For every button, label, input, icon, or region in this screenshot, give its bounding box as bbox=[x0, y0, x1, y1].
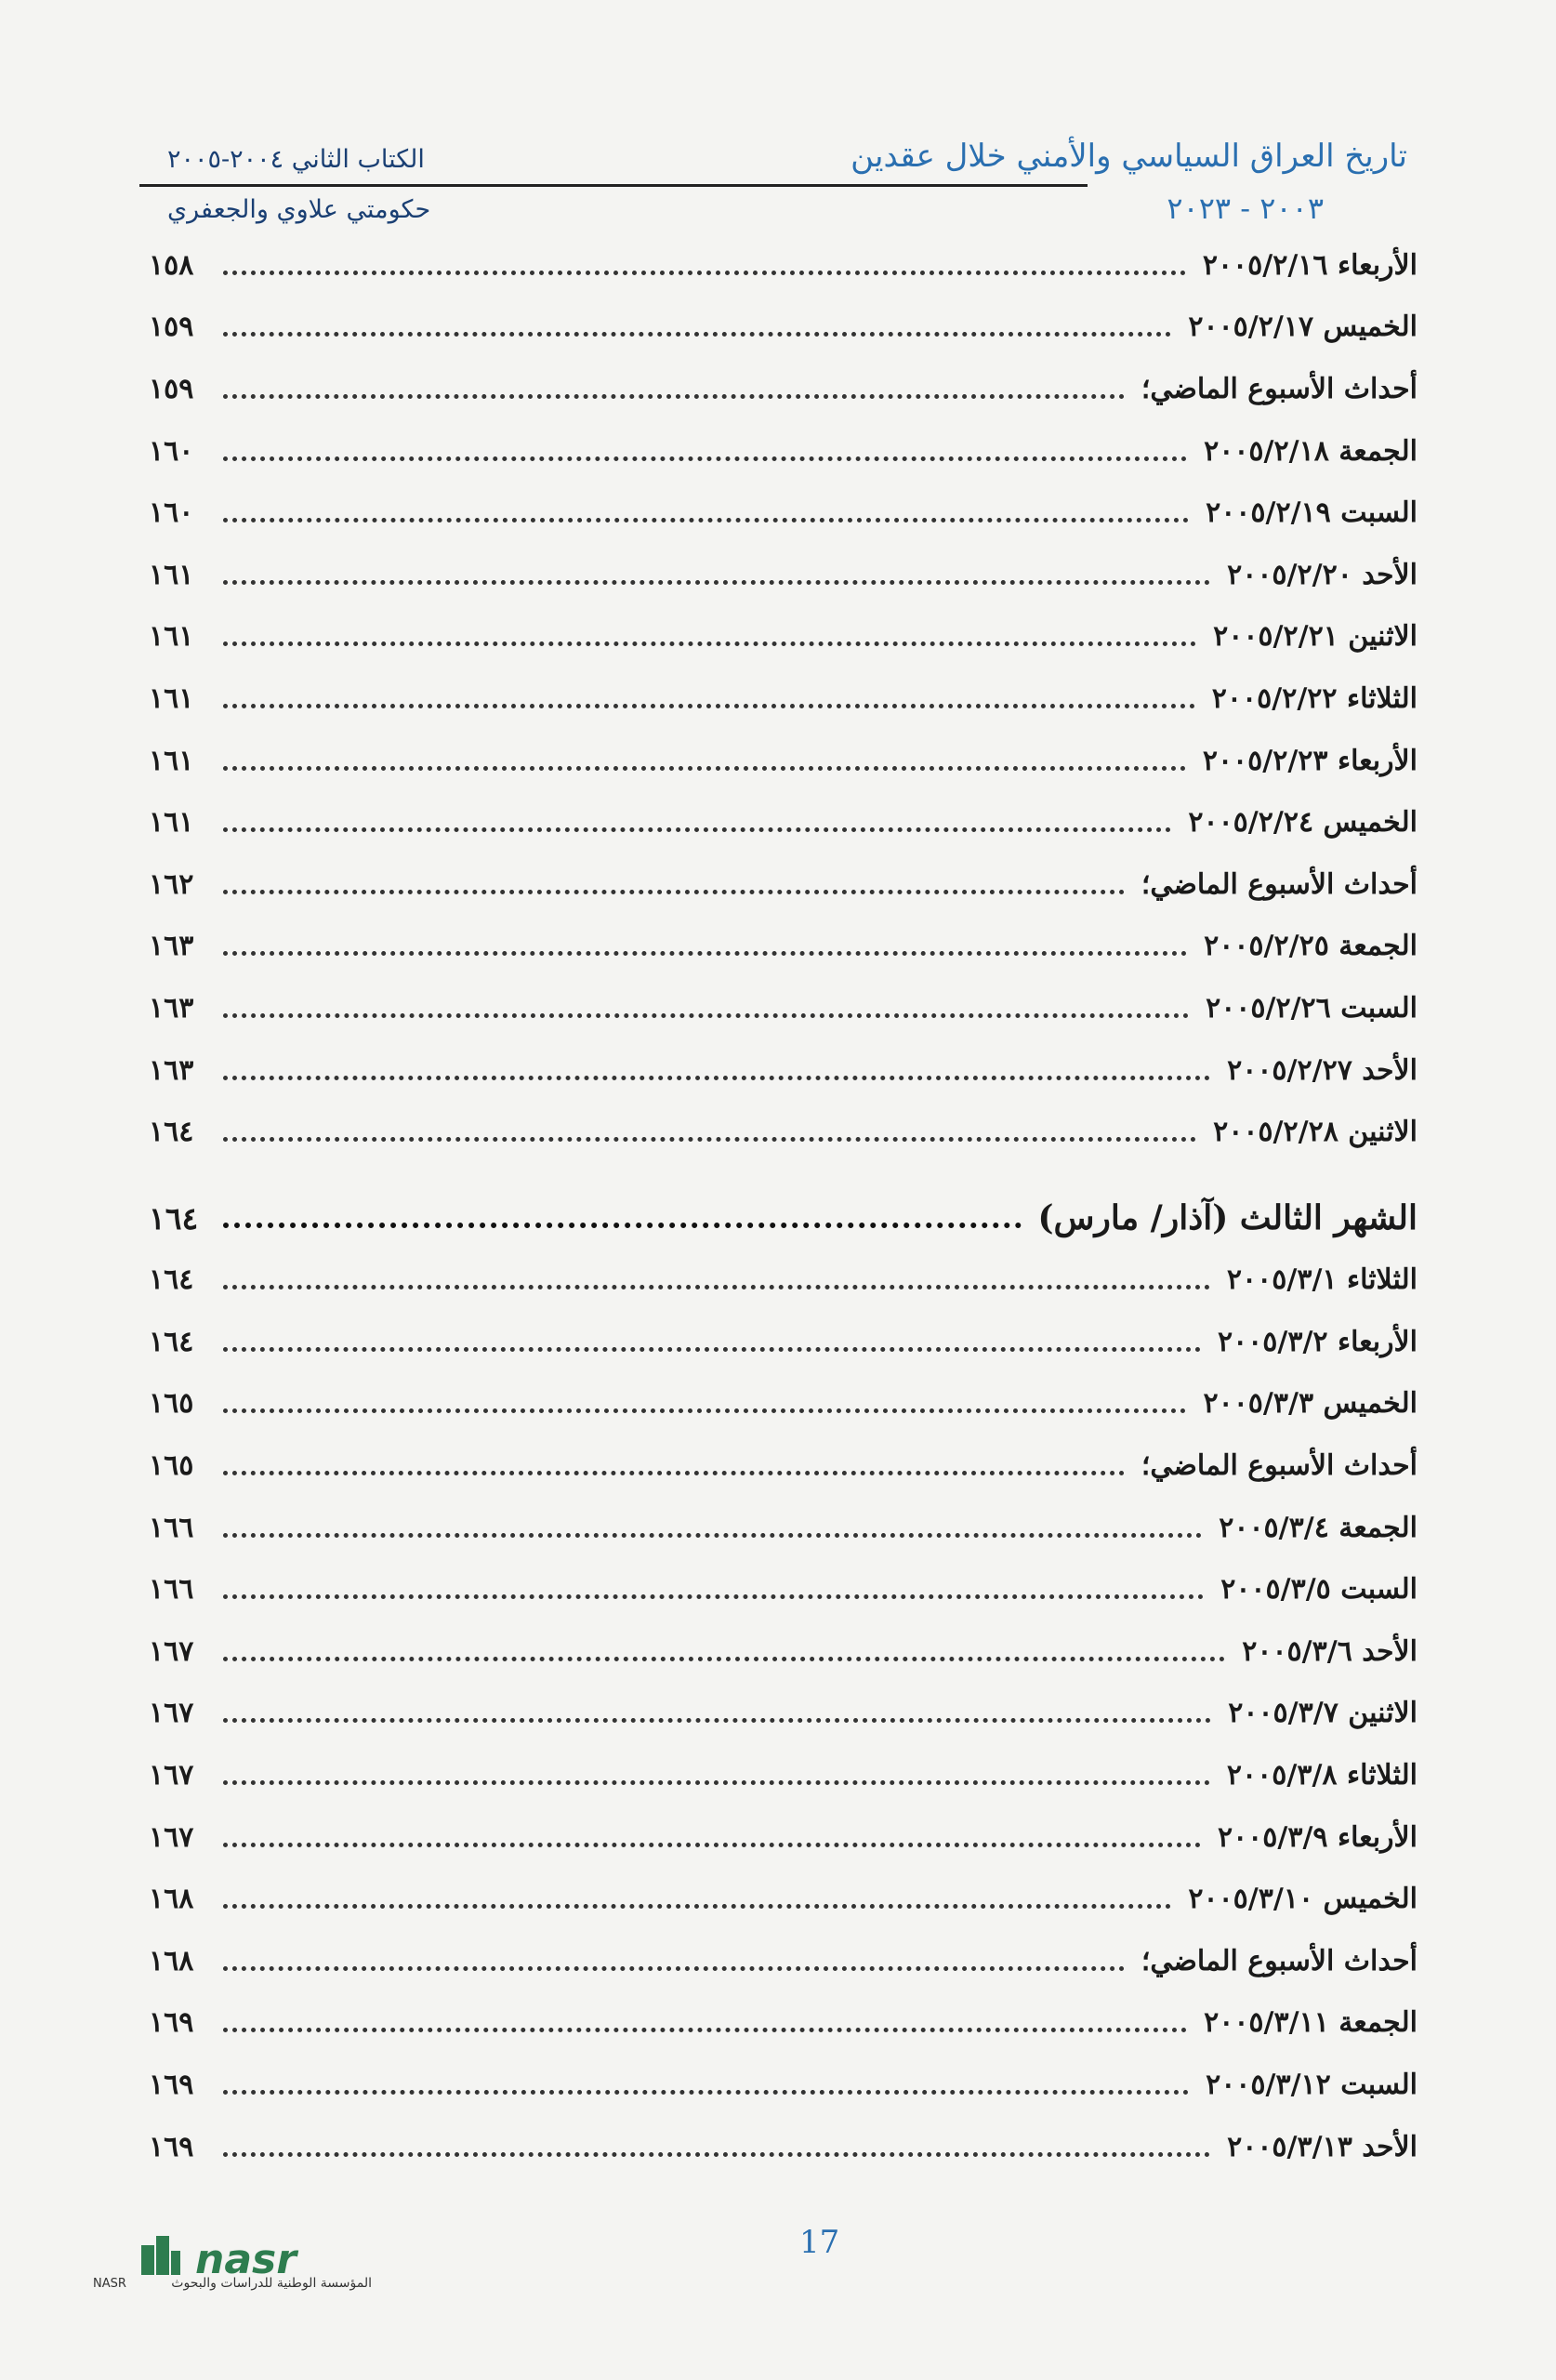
logo-bar-2 bbox=[156, 2236, 169, 2275]
dot-leader bbox=[223, 1137, 1196, 1142]
toc-entry-label: الأحد ٢٠٠٥/٢/٢٧ bbox=[1227, 1053, 1418, 1087]
toc-entry-label: الجمعة ٢٠٠٥/٣/٤ bbox=[1219, 1511, 1418, 1544]
toc-entry-label: الخميس ٢٠٠٥/٣/٣ bbox=[1203, 1387, 1418, 1421]
toc-entry-page: ١٦٥ bbox=[149, 1449, 194, 1483]
toc-entry-label: السبت ٢٠٠٥/٢/٢٦ bbox=[1206, 991, 1418, 1025]
dot-leader bbox=[223, 1904, 1171, 1909]
series-title: تاريخ العراق السياسي والأمني خلال عقدين bbox=[851, 138, 1407, 175]
toc-entry bbox=[149, 1250, 1418, 1312]
toc-entry-label: الأحد ٢٠٠٥/٣/١٣ bbox=[1227, 2130, 1418, 2163]
toc-entry bbox=[149, 1101, 1418, 1163]
toc-entry-page: ١٦٧ bbox=[149, 1634, 194, 1668]
toc-entry-page: ١٦٤ bbox=[149, 1325, 194, 1358]
toc-entry-page: ١٦٨ bbox=[149, 1944, 194, 1977]
toc-entry-label: الاثنين ٢٠٠٥/٣/٧ bbox=[1228, 1697, 1418, 1730]
toc-entry-label: السبت ٢٠٠٥/٣/١٢ bbox=[1206, 2069, 1418, 2102]
toc-entry-label: أحداث الأسبوع الماضي؛ bbox=[1141, 372, 1418, 405]
toc-entry bbox=[149, 668, 1418, 730]
header-rule bbox=[139, 184, 1088, 187]
toc-entry bbox=[149, 1930, 1418, 1992]
toc-entry bbox=[149, 2116, 1418, 2178]
toc-entry-page: ١٦٥ bbox=[149, 1387, 194, 1421]
dot-leader bbox=[223, 1780, 1210, 1785]
toc-month-heading bbox=[149, 1187, 1418, 1250]
toc-entry-label: السبت ٢٠٠٥/٣/٥ bbox=[1220, 1573, 1418, 1606]
dot-leader bbox=[223, 2090, 1189, 2095]
dot-leader bbox=[223, 890, 1125, 894]
dot-leader bbox=[223, 1966, 1125, 1971]
publisher-name-en: NASR bbox=[93, 2277, 126, 2291]
toc-entry-page: ١٦١ bbox=[149, 558, 194, 591]
dot-leader bbox=[223, 1285, 1210, 1289]
dot-leader bbox=[223, 456, 1187, 461]
toc-entry-page: ١٦٤ bbox=[149, 1116, 194, 1149]
toc-entry-page: ١٦٩ bbox=[149, 2130, 194, 2163]
table-of-contents bbox=[149, 234, 1418, 2177]
toc-entry bbox=[149, 1558, 1418, 1620]
toc-entry bbox=[149, 234, 1418, 297]
toc-entry-page: ١٦٩ bbox=[149, 2069, 194, 2102]
toc-entry-label: أحداث الأسبوع الماضي؛ bbox=[1141, 1944, 1418, 1977]
dot-leader bbox=[223, 394, 1125, 399]
dot-leader bbox=[223, 1076, 1210, 1080]
toc-entry-page: ١٦٦ bbox=[149, 1573, 194, 1606]
toc-entry bbox=[149, 2054, 1418, 2116]
dot-leader bbox=[223, 518, 1189, 522]
toc-entry-label: الأحد ٢٠٠٥/٣/٦ bbox=[1242, 1634, 1418, 1668]
toc-entry-page: ١٦١ bbox=[149, 681, 194, 715]
dot-leader bbox=[223, 332, 1171, 337]
toc-entry bbox=[149, 1311, 1418, 1373]
toc-entry bbox=[149, 1992, 1418, 2055]
toc-entry-label: الأربعاء ٢٠٠٥/٣/٩ bbox=[1217, 1820, 1418, 1854]
toc-entry-label: الجمعة ٢٠٠٥/٢/٢٥ bbox=[1204, 930, 1418, 963]
toc-entry bbox=[149, 1497, 1418, 1559]
toc-entry-label: الأربعاء ٢٠٠٥/٢/٢٣ bbox=[1202, 744, 1418, 777]
toc-entry bbox=[149, 544, 1418, 606]
toc-entry-page: ١٦٣ bbox=[149, 1053, 194, 1087]
toc-entry bbox=[149, 358, 1418, 420]
dot-leader bbox=[223, 271, 1186, 275]
toc-entry-page: ١٦٨ bbox=[149, 1883, 194, 1916]
toc-entry bbox=[149, 791, 1418, 853]
dot-leader bbox=[223, 766, 1186, 771]
toc-entry bbox=[149, 606, 1418, 668]
toc-entry-page: ١٦٣ bbox=[149, 930, 194, 963]
dot-leader bbox=[223, 704, 1195, 708]
dot-leader bbox=[223, 2028, 1187, 2032]
toc-entry-label: الخميس ٢٠٠٥/٢/١٧ bbox=[1188, 311, 1418, 344]
toc-entry-label: الاثنين ٢٠٠٥/٢/٢٨ bbox=[1213, 1116, 1418, 1149]
toc-entry-label: الثلاثاء ٢٠٠٥/٢/٢٢ bbox=[1211, 681, 1418, 715]
publisher-name-ar: المؤسسة الوطنية للدراسات والبحوث bbox=[171, 2276, 372, 2291]
toc-entry-label: الجمعة ٢٠٠٥/٢/١٨ bbox=[1204, 434, 1418, 468]
toc-entry bbox=[149, 1435, 1418, 1497]
dot-leader bbox=[223, 1843, 1201, 1847]
toc-entry-label: الثلاثاء ٢٠٠٥/٣/١ bbox=[1226, 1263, 1418, 1297]
dot-leader bbox=[223, 1657, 1225, 1661]
toc-entry-page: ١٦٧ bbox=[149, 1697, 194, 1730]
toc-entry bbox=[149, 297, 1418, 359]
dot-leader bbox=[223, 1533, 1202, 1538]
toc-entry-page: ١٦٢ bbox=[149, 867, 194, 901]
series-years: ٢٠٠٣ - ٢٠٢٣ bbox=[1167, 191, 1324, 226]
dot-leader bbox=[223, 641, 1196, 646]
toc-entry-label: أحداث الأسبوع الماضي؛ bbox=[1141, 1449, 1418, 1483]
toc-entry-label: الأربعاء ٢٠٠٥/٢/١٦ bbox=[1202, 248, 1418, 282]
book-title: الكتاب الثاني ٢٠٠٤-٢٠٠٥ bbox=[167, 145, 425, 174]
dot-leader bbox=[223, 1347, 1201, 1352]
toc-entry-label: الخميس ٢٠٠٥/٣/١٠ bbox=[1188, 1883, 1418, 1916]
toc-entry bbox=[149, 1868, 1418, 1930]
dot-leader bbox=[223, 1718, 1211, 1723]
toc-entry bbox=[149, 1744, 1418, 1806]
toc-entry-label: الجمعة ٢٠٠٥/٣/١١ bbox=[1204, 2006, 1418, 2040]
dot-leader bbox=[223, 1408, 1186, 1413]
book-subtitle: حكومتي علاوي والجعفري bbox=[167, 195, 431, 224]
toc-entry-label: الأحد ٢٠٠٥/٢/٢٠ bbox=[1227, 558, 1418, 591]
toc-entry-label: الأربعاء ٢٠٠٥/٣/٢ bbox=[1217, 1325, 1418, 1358]
toc-entry-page: ١٦٧ bbox=[149, 1820, 194, 1854]
page-number: 17 bbox=[799, 2224, 840, 2261]
dot-leader bbox=[223, 2152, 1210, 2157]
toc-entry bbox=[149, 1683, 1418, 1745]
toc-entry bbox=[149, 916, 1418, 978]
toc-entry bbox=[149, 730, 1418, 792]
toc-entry bbox=[149, 1373, 1418, 1435]
toc-entry-label: أحداث الأسبوع الماضي؛ bbox=[1141, 867, 1418, 901]
toc-entry-page: ١٥٩ bbox=[149, 372, 194, 405]
toc-entry bbox=[149, 1806, 1418, 1869]
dot-leader bbox=[223, 1594, 1204, 1599]
toc-entry-label: السبت ٢٠٠٥/٢/١٩ bbox=[1206, 496, 1418, 530]
toc-entry-label: الاثنين ٢٠٠٥/٢/٢١ bbox=[1213, 620, 1418, 654]
toc-entry-label: الشهر الثالث (آذار/ مارس) bbox=[1037, 1198, 1418, 1238]
toc-entry-page: ١٦١ bbox=[149, 806, 194, 840]
logo-bar-3 bbox=[171, 2251, 180, 2275]
toc-entry-page: ١٦١ bbox=[149, 744, 194, 777]
logo-wordmark: nasr bbox=[195, 2236, 297, 2283]
toc-entry bbox=[149, 1620, 1418, 1683]
toc-entry-label: الثلاثاء ٢٠٠٥/٣/٨ bbox=[1226, 1759, 1418, 1792]
logo-bar-1 bbox=[141, 2245, 154, 2275]
toc-entry-page: ١٥٨ bbox=[149, 248, 194, 282]
dot-leader bbox=[223, 1223, 1022, 1228]
toc-entry-page: ١٦٤ bbox=[149, 1199, 199, 1236]
toc-entry bbox=[149, 482, 1418, 544]
toc-entry-page: ١٦٠ bbox=[149, 496, 194, 530]
dot-leader bbox=[223, 1013, 1189, 1018]
section-spacer bbox=[149, 1163, 1418, 1187]
toc-entry-page: ١٦٣ bbox=[149, 991, 194, 1025]
toc-entry-page: ١٦٦ bbox=[149, 1511, 194, 1544]
toc-entry-page: ١٥٩ bbox=[149, 311, 194, 344]
toc-entry-page: ١٦١ bbox=[149, 620, 194, 654]
toc-entry bbox=[149, 853, 1418, 916]
dot-leader bbox=[223, 951, 1187, 956]
toc-entry-label: الخميس ٢٠٠٥/٢/٢٤ bbox=[1188, 806, 1418, 840]
toc-entry-page: ١٦٤ bbox=[149, 1263, 194, 1297]
toc-entry bbox=[149, 977, 1418, 1039]
toc-entry-page: ١٦٠ bbox=[149, 434, 194, 468]
dot-leader bbox=[223, 1471, 1125, 1475]
toc-entry bbox=[149, 1039, 1418, 1102]
dot-leader bbox=[223, 580, 1210, 585]
dot-leader bbox=[223, 827, 1171, 832]
toc-entry-page: ١٦٩ bbox=[149, 2006, 194, 2040]
toc-entry bbox=[149, 420, 1418, 483]
toc-entry-page: ١٦٧ bbox=[149, 1759, 194, 1792]
